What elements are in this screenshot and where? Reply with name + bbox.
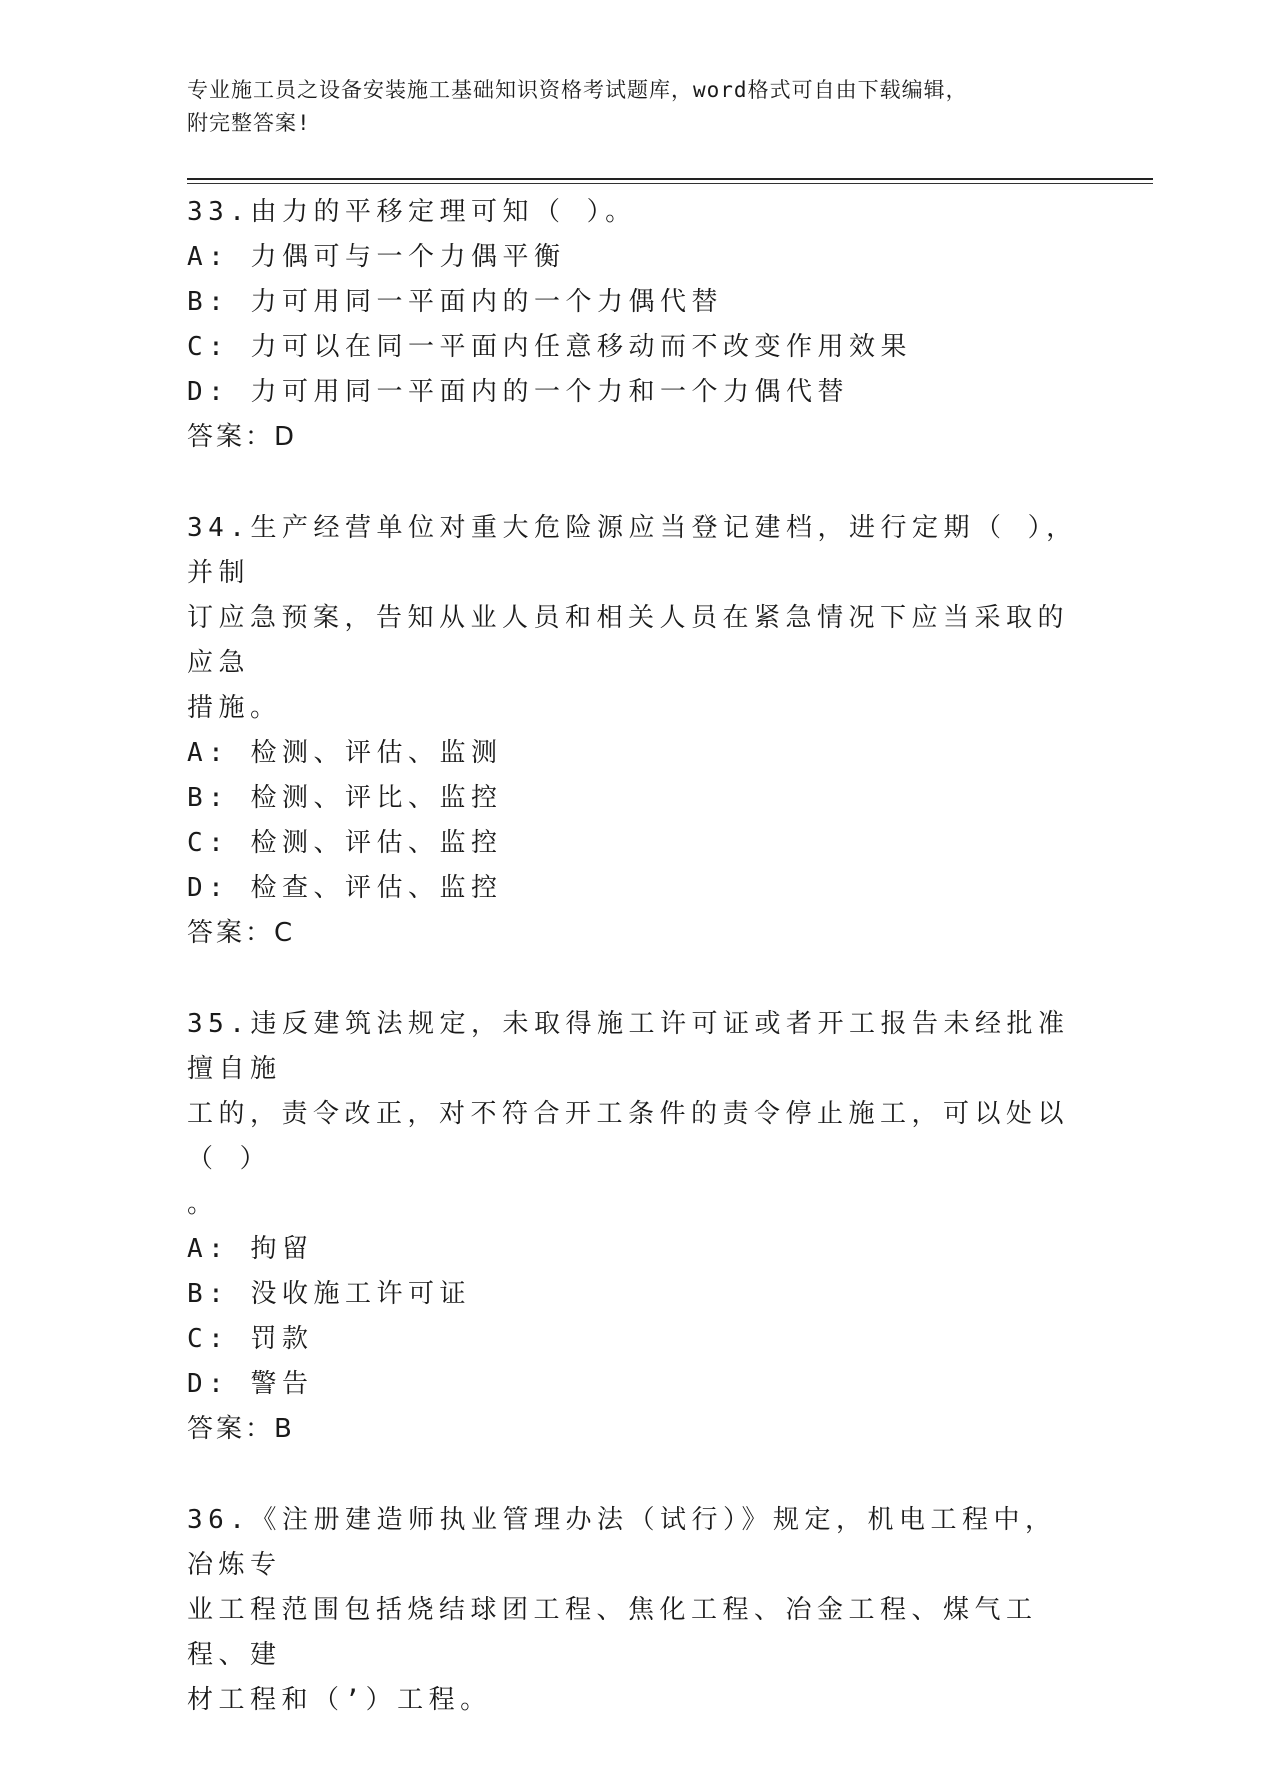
answer-label: 答案： [187,918,275,948]
question-stem-line-1: 35.违反建筑法规定，未取得施工许可证或者开工报告未经批准擅自施 [187,1009,1070,1084]
option-a: A: 力偶可与一个力偶平衡 [187,242,566,272]
question-33 [187,190,1087,460]
question-stem-line-2: 订应急预案，告知从业人员和相关人员在紧急情况下应当采取的应急 [187,603,1070,678]
option-a: A: 检测、评估、监测 [187,738,503,768]
question-34 [187,506,1087,956]
option-d: D: 警告 [187,1369,314,1399]
answer-line [187,911,1087,956]
question-35 [187,1002,1087,1452]
answer-value: D [274,422,296,452]
answer-value: C [274,918,294,948]
option-b: B: 力可用同一平面内的一个力偶代替 [187,287,723,317]
header-divider-thick [187,178,1153,180]
option-c: C: 罚款 [187,1324,314,1354]
option-d: D: 检查、评估、监控 [187,873,503,903]
question-stem-line-1: 34.生产经营单位对重大危险源应当登记建档，进行定期（ ），并制 [187,513,1078,588]
question-stem-line-3: 措施。 [187,693,282,723]
option-c: C: 检测、评估、监控 [187,828,503,858]
option-c: C: 力可以在同一平面内任意移动而不改变作用效果 [187,332,912,362]
answer-label: 答案： [187,1414,275,1444]
question-stem-line-2: 业工程范围包括烧结球团工程、焦化工程、冶金工程、煤气工程、建 [187,1595,1038,1670]
answer-line [187,1407,1087,1452]
option-a: A: 拘留 [187,1234,314,1264]
header-line-1: 专业施工员之设备安装施工基础知识资格考试题库，word格式可自由下载编辑， [187,78,968,102]
header-line-2: 附完整答案! [187,111,311,135]
question-stem-line-2: 工的，责令改正，对不符合开工条件的责令停止施工，可以处以（ ） [187,1099,1070,1174]
question-list [187,190,1087,1769]
question-stem: 33.由力的平移定理可知（ ）。 [187,197,637,227]
answer-line [187,415,1087,460]
option-b: B: 没收施工许可证 [187,1279,471,1309]
question-stem-line-3: 材工程和（’）工程。 [187,1685,492,1715]
answer-label: 答案： [187,422,275,452]
question-36 [187,1498,1087,1723]
answer-value: B [274,1414,293,1444]
document-header [187,74,1087,140]
question-stem-line-3: 。 [187,1189,219,1219]
header-divider-thin [187,183,1153,184]
option-b: B: 检测、评比、监控 [187,783,503,813]
question-stem-line-1: 36.《注册建造师执业管理办法（试行）》规定，机电工程中，冶炼专 [187,1505,1057,1580]
option-d: D: 力可用同一平面内的一个力和一个力偶代替 [187,377,849,407]
